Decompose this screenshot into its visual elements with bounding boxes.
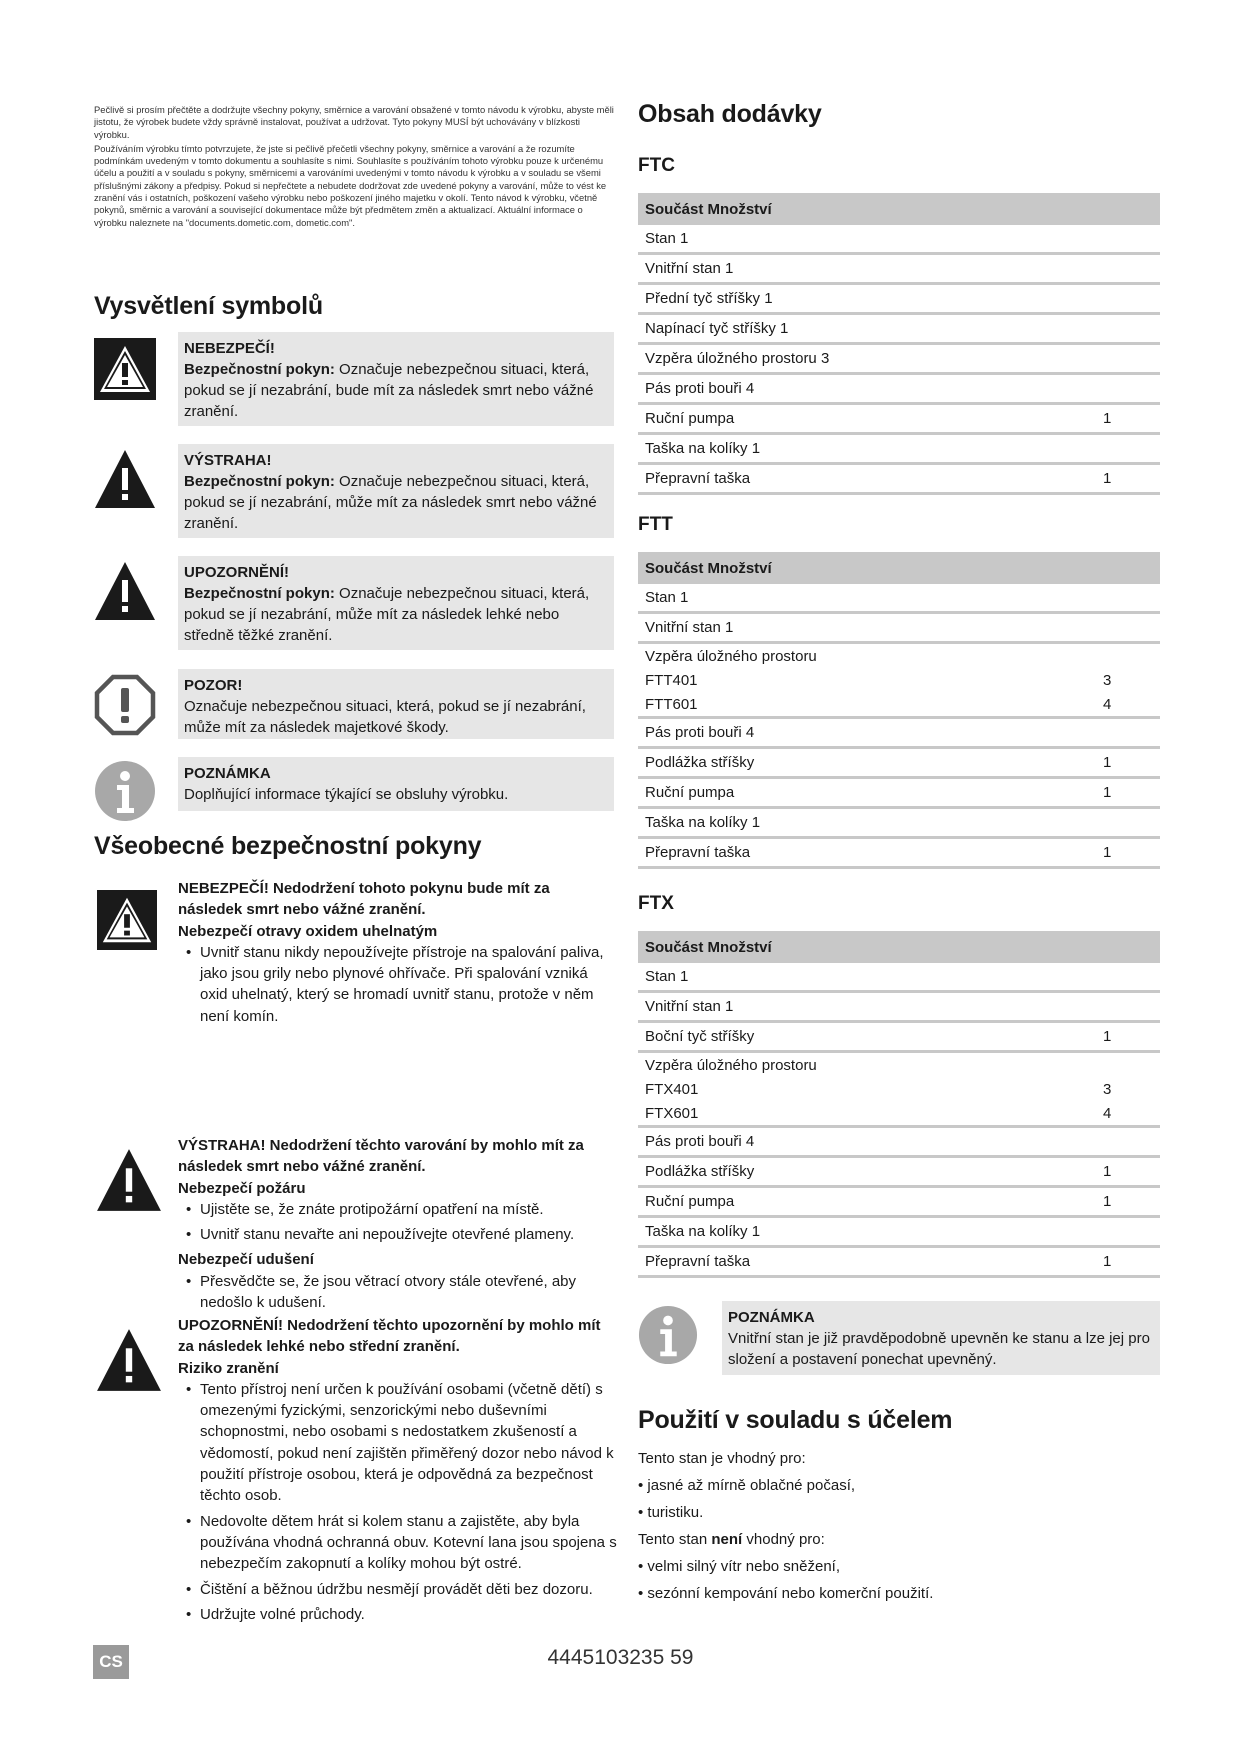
table-cell-qty — [1096, 254, 1160, 284]
symbol-caution-text: Označuje nebezpečnou situaci, která, pokud se jí nezabrání, může mít za následek lehké nebo středně těžké zranění. — [184, 585, 590, 644]
table-cell: Přepravní taška — [638, 464, 1096, 494]
table-cell: Stan 1 — [638, 963, 1096, 992]
table-cell: Vnitřní stan 1 — [638, 613, 1096, 643]
info-icon — [94, 760, 156, 822]
table-cell: Ruční pumpa — [638, 1187, 1096, 1217]
caution-triangle-icon — [94, 1327, 164, 1393]
table-row — [638, 1077, 1160, 1101]
table-cell-qty: 1 — [1096, 778, 1160, 808]
table-cell-qty: 1 — [1096, 748, 1160, 778]
table-cell: Přepravní taška — [638, 838, 1096, 868]
table-cell-qty — [1096, 314, 1160, 344]
table-row — [638, 404, 1160, 434]
table-cell: Vnitřní stan 1 — [638, 254, 1096, 284]
ftx-table-header: Součást Množství — [638, 931, 1160, 963]
delivery-title: Obsah dodávky — [638, 100, 822, 128]
usage-not-pre: Tento stan — [638, 1531, 712, 1548]
table-cell: Přepravní taška — [638, 1247, 1096, 1277]
symbol-notice-text: Označuje nebezpečnou situaci, která, pokud se jí nezabrání, může mít za následek majetkové škody. — [184, 698, 586, 736]
table-row — [638, 464, 1160, 494]
table-cell-qty — [1096, 374, 1160, 404]
intro-paragraph-2: Používáním výrobku tímto potvrzujete, že jste si pečlivě přečetli všechny pokyny, směrnice a varování a že rozumíte podmínkám uvedeným v tomto dokumentu a souhlasíte s nimi. Souhlasíte s používáním tohoto výrobku pouze k určenému účelu a použití a v souladu s pokyny, směrnicemi a varováními uvedenými v tomto návodu k výrobku a v souladu se všemi příslušnými zákony a předpisy. Pokud si nepřečtete a nebudete dodržovat zde uvedené pokyny a varování, může to vést ke zranění vás i ostatních, poškození vašeho výrobku nebo poškození jiného majetku v okolí. Tento návod k výrobku, včetně pokynů, směrnic a varování a související dokumentace může být předmětem změn a aktualizací. Aktuální informace o výrobku naleznete na "documents.dometic.com, dometic.com". — [94, 142, 607, 228]
table-cell-qty: 1 — [1096, 1157, 1160, 1187]
table-cell: Přední tyč stříšky 1 — [638, 284, 1096, 314]
table-cell: Podlážka stříšky — [638, 1157, 1096, 1187]
table-row — [638, 374, 1160, 404]
table-row — [638, 718, 1160, 748]
ftc-table-header: Součást Množství — [638, 193, 1160, 225]
delivery-note-title: POZNÁMKA — [728, 1309, 815, 1326]
table-row — [638, 1217, 1160, 1247]
table-row — [638, 838, 1160, 868]
table-cell-qty: 1 — [1096, 404, 1160, 434]
table-cell: Stan 1 — [638, 584, 1096, 613]
usage-suitable-list — [638, 1475, 1160, 1523]
info-icon — [638, 1305, 698, 1365]
intro-text — [94, 104, 614, 229]
table-cell-qty: 3 — [1103, 1080, 1112, 1098]
table-cell: Ruční pumpa — [638, 404, 1096, 434]
table-cell: Vnitřní stan 1 — [638, 992, 1096, 1022]
table-cell-qty — [1096, 1052, 1160, 1078]
symbol-warning-box — [178, 444, 614, 538]
symbol-danger-box — [178, 332, 614, 426]
danger-sign-icon — [94, 890, 160, 950]
table-cell: Vzpěra úložného prostoru — [645, 1056, 817, 1074]
safety-caution-text — [178, 1315, 618, 1629]
table-row — [638, 643, 1160, 669]
table-cell-qty: 4 — [1096, 1101, 1160, 1127]
list-item: • Čištění a běžnou údržbu nesmějí provádět děti bez dozoru. — [178, 1579, 618, 1600]
safety-warning-list-suffocation — [178, 1271, 618, 1314]
table-row — [638, 1247, 1160, 1277]
ftt-table-header: Součást Množství — [638, 552, 1160, 584]
table-cell-qty: 4 — [1096, 692, 1160, 718]
table-cell-qty — [1096, 1127, 1160, 1157]
ftx-table — [638, 931, 1160, 1278]
warning-triangle-icon — [94, 1147, 164, 1213]
list-item: • Nedovolte dětem hrát si kolem stanu a zajistěte, aby byla používána vhodná ochranná obuv. Kotevní lana jsou spojena s nebezpečím zakopnutí a kolíky mohou být ostré. — [178, 1511, 618, 1575]
table-row — [638, 992, 1160, 1022]
symbol-notice-box — [178, 669, 614, 739]
table-cell-qty: 1 — [1096, 1187, 1160, 1217]
symbol-caution-box — [178, 556, 614, 650]
table-row — [638, 1157, 1160, 1187]
usage-not-bold: není — [711, 1531, 743, 1548]
symbol-danger-title: NEBEZPEČÍ! — [184, 340, 275, 357]
table-cell: FTT601 — [638, 692, 1096, 718]
intro-paragraph-1: Pečlivě si prosím přečtěte a dodržujte všechny pokyny, směrnice a varování obsažené v tomto návodu k výrobku, abyste měli jistotu, že výrobek budete vždy správně instalovat, používat a udržovat. Tyto pokyny MUSÍ být uchovávány v blízkosti výrobku. — [94, 104, 614, 140]
table-row — [638, 692, 1160, 718]
table-row — [638, 1127, 1160, 1157]
list-item: • sezónní kempování nebo komerční použití. — [638, 1583, 1160, 1604]
symbols-title: Vysvětlení symbolů — [94, 292, 323, 320]
language-badge: CS — [93, 1645, 129, 1679]
safety-warning-text — [178, 1135, 618, 1317]
ftc-title: FTC — [638, 155, 675, 176]
symbol-warning-title: VÝSTRAHA! — [184, 452, 272, 469]
table-cell: Napínací tyč stříšky 1 — [638, 314, 1096, 344]
list-item: • Tento přístroj není určen k používání osobami (včetně dětí) s omezenými fyzickými, senzorickými nebo duševními schopnostmi, nebo osobami s nedostatkem zkušeností a vědomostí, pokud není zajištěn přiměřený dozor nebo návod k použití přístroje osobou, která je odpovědná za bezpečnost těchto osob. — [178, 1379, 618, 1507]
delivery-note-box — [722, 1301, 1160, 1375]
table-cell-qty — [1096, 225, 1160, 254]
symbol-note-text: Doplňující informace týkající se obsluhy výrobku. — [184, 786, 509, 803]
table-row — [638, 344, 1160, 374]
table-cell: Boční tyč stříšky — [638, 1022, 1096, 1052]
table-cell: Taška na kolíky 1 — [638, 808, 1096, 838]
table-cell-qty — [1096, 344, 1160, 374]
ftx-title: FTX — [638, 893, 674, 914]
table-cell-qty — [1096, 284, 1160, 314]
danger-sign-icon — [94, 338, 156, 400]
symbol-note-box — [178, 757, 614, 811]
table-cell: Pás proti bouři 4 — [638, 1127, 1096, 1157]
symbol-caution-lead: Bezpečnostní pokyn: — [184, 585, 335, 602]
table-cell-qty: 1 — [1096, 1247, 1160, 1277]
table-cell: Pás proti bouři 4 — [638, 374, 1096, 404]
table-row — [638, 1187, 1160, 1217]
table-cell-qty — [1096, 963, 1160, 992]
safety-warning-head: VÝSTRAHA! Nedodržení těchto varování by mohlo mít za následek smrt nebo vážné zranění. — [178, 1137, 584, 1176]
safety-danger-sub: Nebezpečí otravy oxidem uhelnatým — [178, 922, 438, 940]
usage-not-suitable — [638, 1529, 1160, 1550]
list-item: • Přesvědčte se, že jsou větrací otvory stále otevřené, aby nedošlo k udušení. — [178, 1271, 618, 1314]
table-cell-qty — [1096, 434, 1160, 464]
table-cell: Pás proti bouři 4 — [638, 718, 1096, 748]
safety-warning-sub-fire: Nebezpečí požáru — [178, 1179, 306, 1197]
table-cell-qty — [1096, 613, 1160, 643]
safety-caution-head: UPOZORNĚNÍ! Nedodržení těchto upozornění by mohlo mít za následek lehké nebo střední zranění. — [178, 1317, 601, 1356]
table-cell: Stan 1 — [638, 225, 1096, 254]
table-cell: Taška na kolíky 1 — [638, 434, 1096, 464]
table-cell: Ruční pumpa — [638, 778, 1096, 808]
ftt-title: FTT — [638, 514, 673, 535]
table-row — [638, 434, 1160, 464]
table-cell-qty — [1096, 643, 1160, 669]
left-column — [94, 104, 617, 1623]
warning-triangle-icon — [94, 448, 156, 510]
list-item: • Ujistěte se, že znáte protipožární opatření na místě. — [178, 1199, 618, 1220]
usage-suitable: Tento stan je vhodný pro: — [638, 1450, 806, 1467]
list-item: • jasné až mírně oblačné počasí, — [638, 1475, 1160, 1496]
safety-danger-list — [178, 942, 618, 1027]
list-item: • Udržujte volné průchody. — [178, 1604, 618, 1625]
safety-caution-list — [178, 1379, 618, 1625]
list-item: • velmi silný vítr nebo sněžení, — [638, 1556, 1160, 1577]
notice-octagon-icon — [94, 674, 156, 736]
table-row — [638, 1022, 1160, 1052]
table-row — [638, 808, 1160, 838]
table-cell-qty: 1 — [1096, 838, 1160, 868]
table-row — [638, 668, 1160, 692]
table-cell-qty — [1096, 808, 1160, 838]
table-row — [638, 254, 1160, 284]
safety-danger-text — [178, 878, 618, 1031]
usage-not-post: vhodný pro: — [742, 1531, 825, 1548]
ftt-table — [638, 552, 1160, 869]
table-row — [638, 584, 1160, 613]
usage-section — [638, 1448, 1160, 1610]
ftc-table — [638, 193, 1160, 495]
safety-warning-sub-suffocation: Nebezpečí udušení — [178, 1251, 314, 1269]
table-cell-qty — [1096, 1217, 1160, 1247]
page-number: 4445103235 59 — [547, 1646, 694, 1669]
usage-title: Použití v souladu s účelem — [638, 1406, 953, 1434]
safety-title: Všeobecné bezpečnostní pokyny — [94, 832, 482, 860]
list-item: • Uvnitř stanu nevařte ani nepoužívejte otevřené plameny. — [178, 1224, 618, 1245]
table-row — [638, 314, 1160, 344]
table-cell: Taška na kolíky 1 — [638, 1217, 1096, 1247]
table-cell: FTX401 — [645, 1080, 699, 1098]
caution-triangle-icon — [94, 560, 156, 622]
table-cell: FTX601 — [638, 1101, 1096, 1127]
table-cell: Podlážka stříšky — [638, 748, 1096, 778]
symbol-danger-text: Označuje nebezpečnou situaci, která, pokud se jí nezabrání, bude mít za následek smrt nebo vážné zranění. — [184, 361, 594, 420]
symbol-danger-lead: Bezpečnostní pokyn: — [184, 361, 335, 378]
safety-warning-list-fire — [178, 1199, 618, 1246]
list-item: • Uvnitř stanu nikdy nepoužívejte přístroje na spalování paliva, jako jsou grily nebo plynové ohřívače. Při spalování vzniká oxid uhelnatý, který se hromadí uvnitř stanu, protože v něm není komín. — [178, 942, 618, 1027]
table-cell-qty: 3 — [1103, 671, 1112, 689]
symbol-warning-text: Označuje nebezpečnou situaci, která, pokud se jí nezabrání, může mít za následek smrt nebo vážné zranění. — [184, 473, 597, 532]
table-cell: Vzpěra úložného prostoru 3 — [638, 344, 1096, 374]
delivery-note-text: Vnitřní stan je již pravděpodobně upevněn ke stanu a lze jej pro složení a postavení ponechat upevněný. — [728, 1330, 1150, 1368]
table-row — [638, 613, 1160, 643]
table-cell-qty: 1 — [1096, 1022, 1160, 1052]
usage-not-suitable-list — [638, 1556, 1160, 1604]
symbol-caution-title: UPOZORNĚNÍ! — [184, 564, 289, 581]
table-row — [638, 284, 1160, 314]
table-row — [638, 225, 1160, 254]
safety-danger-head: NEBEZPEČÍ! Nedodržení tohoto pokynu bude mít za následek smrt nebo vážné zranění. — [178, 880, 550, 919]
table-cell-qty — [1096, 584, 1160, 613]
table-row — [638, 1052, 1160, 1078]
list-item: • turistiku. — [638, 1502, 1160, 1523]
safety-caution-sub: Riziko zranění — [178, 1359, 279, 1377]
table-row — [638, 778, 1160, 808]
symbol-warning-lead: Bezpečnostní pokyn: — [184, 473, 335, 490]
table-cell-qty — [1096, 992, 1160, 1022]
table-cell: Vzpěra úložného prostoru — [645, 647, 817, 665]
symbol-note-title: POZNÁMKA — [184, 765, 271, 782]
table-row — [638, 748, 1160, 778]
table-row — [638, 1101, 1160, 1127]
table-row — [638, 963, 1160, 992]
symbol-notice-title: POZOR! — [184, 677, 243, 694]
table-cell-qty: 1 — [1096, 464, 1160, 494]
table-cell: FTT401 — [645, 671, 698, 689]
table-cell-qty — [1096, 718, 1160, 748]
